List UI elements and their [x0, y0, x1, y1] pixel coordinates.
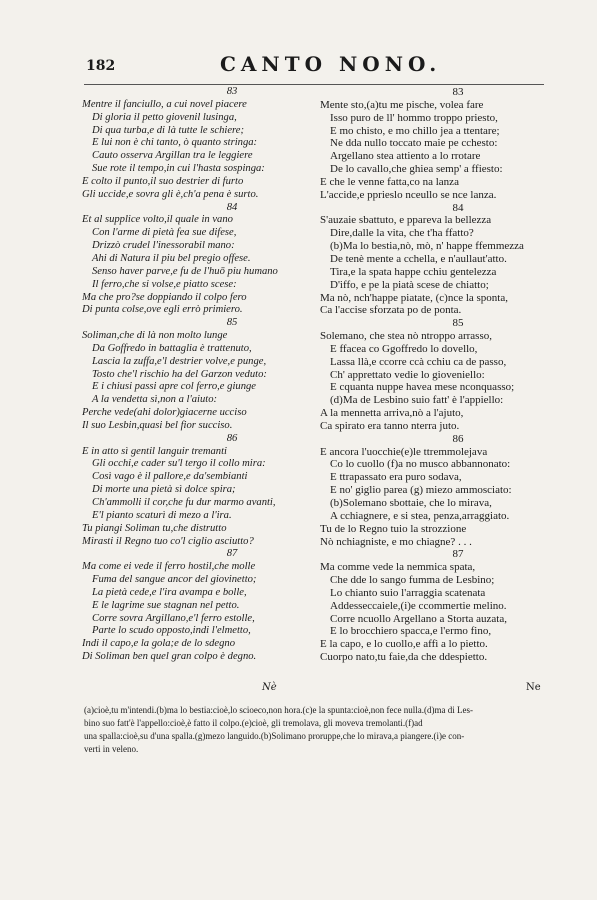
dialect-verse-line: L'accide,e pprieslo nceullo se nce lanza. — [320, 188, 497, 201]
dialect-verse-line: Isso puro de ll' hommo troppo priesto, — [330, 111, 498, 124]
dialect-verse-line: Ca spirato era tanno nterra juto. — [320, 419, 460, 432]
italian-stanza — [82, 86, 322, 202]
italian-stanza-number: 84 — [226, 201, 238, 213]
italian-verse-line: Il ferro,che si volse,e piatto scese: — [92, 278, 237, 290]
dialect-verse-line: Tu de lo Regno tuio la strozzione — [320, 522, 467, 535]
dialect-verse-line: Ma nò, nch'happe piatate, (c)nce la sponta, — [320, 291, 508, 304]
dialect-verse-line: E ttrapassato era puro sodava, — [330, 471, 462, 484]
dialect-verse-line: De lo cavallo,che ghiea semp' a ffiesto: — [330, 163, 503, 176]
dialect-verse-line: Ne dda nullo toccato maie pe cchesto: — [330, 137, 498, 150]
dialect-verse-line: (b)Ma lo bestia,nò, mò, n' happe ffemmezza — [330, 240, 524, 253]
italian-stanza — [82, 202, 322, 318]
italian-verse-line: Corre sovra Argillano,e'l ferro estolle, — [92, 612, 255, 624]
italian-verse-line: Drizzò crudel l'inessorabil mano: — [92, 240, 235, 252]
italian-verse-line: A la vendetta sì,non a l'aiuto: — [92, 394, 218, 406]
italian-stanza-number: 83 — [226, 86, 238, 97]
italian-verse-line: E i chiusi passi apre col ferro,e giunge — [92, 381, 256, 393]
italian-verse-line: E lui non è chi tanto, ò quanto stringa: — [92, 137, 258, 149]
italian-verse-line: Ma che pro?se doppiando il colpo fero — [82, 291, 247, 303]
catchword-right: Ne — [526, 682, 541, 693]
dialect-verse-line: Lassa llà,e ccorre ccà cchiu ca de passo, — [330, 355, 507, 368]
dialect-stanza-number: 84 — [452, 201, 464, 214]
catchword-left: Nè — [262, 682, 277, 693]
italian-stanza-number: 86 — [226, 432, 238, 444]
dialect-stanza-number: 83 — [452, 86, 464, 98]
dialect-verse-line: E la capo, e lo cuollo,e affì a lo pietto. — [320, 638, 488, 651]
italian-verse-line: Da Goffredo in battaglia è trattenuto, — [92, 342, 252, 354]
italian-stanza-number: 87 — [226, 548, 238, 560]
dialect-stanza — [320, 433, 546, 549]
dialect-verse-line: E lo brocchiero spacca,e l'ermo fino, — [330, 625, 492, 638]
italian-verse-line: Gli uccide,e sovra gli è,ch'a pena è surto. — [82, 188, 259, 200]
italian-verse-line: Soliman,che di là non molto lunge — [82, 330, 228, 342]
italian-verse-line: Il suo Lesbin,quasi bel fior succiso. — [82, 419, 233, 431]
dialect-stanza-number: 85 — [452, 317, 464, 330]
dialect-verse-line: Addesseccaiele,(i)e ccommertie melino. — [330, 599, 507, 612]
italian-verse-line: E le lagrime sue stagnan nel petto. — [92, 599, 240, 611]
footnotes — [84, 704, 554, 756]
italian-verse-line: Sue rote il tempo,in cui l'hasta sospinga: — [92, 163, 265, 175]
dialect-verse-line: Mente sto,(a)tu me pische, volea fare — [320, 98, 484, 111]
italian-verse-line: Parte lo scudo opposto,indi l'elmetto, — [92, 625, 251, 637]
italian-verse-line: Indi il capo,e la gola;e de lo sdegno — [82, 638, 235, 650]
dialect-verse-line: Corre ncuollo Argellano a Storta auzata, — [330, 612, 507, 625]
italian-verse-line: Tosto che'l rischio ha del Garzon veduto: — [92, 368, 267, 380]
dialect-verse-line: S'auzaie sbattuto, e ppareva la bellezza — [320, 214, 492, 227]
dialect-verse-line: Ch' apprettato vedie lo gioveniello: — [330, 368, 485, 381]
italian-stanza — [82, 548, 322, 664]
dialect-stanza — [320, 317, 546, 433]
dialect-verse-line: Che dde lo sango fumma de Lesbino; — [330, 574, 495, 587]
italian-verse-line: E colto il punto,il suo destrier di furto — [82, 175, 244, 187]
dialect-verse-line: Cuorpo nato,tu faie,da che ddespietto. — [320, 651, 488, 664]
italian-verse-line: La pietà cede,e l'ira avampa e bolle, — [92, 586, 247, 598]
dialect-stanza-number: 87 — [452, 548, 464, 561]
italian-verse-line: Ma come ei vede il ferro hostil,che molle — [82, 561, 256, 573]
dialect-text-column — [320, 86, 546, 664]
italian-verse-line: Cauto osserva Argillan tra le leggiere — [92, 150, 253, 162]
dialect-verse-line: Ca l'accise sforzata po de ponta. — [320, 304, 462, 317]
italian-stanza — [82, 317, 322, 433]
dialect-verse-line: E cquanta nuppe havea mese nconquasso; — [330, 381, 515, 394]
italian-verse-line: Con l'arme di pietà fea sue difese, — [92, 227, 237, 239]
footnote-line: verti in veleno. — [84, 744, 139, 754]
italian-verse-line: E'l pianto scaturì di mezo a l'ira. — [92, 509, 232, 521]
dialect-verse-line: Ma comme vede la nemmica spata, — [320, 561, 476, 574]
italian-verse-line: Di qua turba,e di là tutte le schiere; — [92, 124, 245, 136]
dialect-verse-line: (d)Ma de Lesbino suio fatt' è l'appiello: — [330, 394, 504, 407]
running-head: CANTO NONO. — [220, 52, 442, 76]
footnote-line: una spalla:cioè,su d'una spalla.(g)mezo languido.(b)Solimano proruppe,che lo mirava,a piangere.(i)e con- — [84, 731, 465, 741]
italian-verse-line: Tu piangi Soliman tu,che distrutto — [82, 522, 227, 534]
dialect-verse-line: Dire,dalle la vita, che t'ha ffatto? — [330, 227, 474, 240]
dialect-stanza — [320, 86, 546, 202]
italian-verse-line: Fuma del sangue ancor del giovinetto; — [92, 574, 257, 586]
dialect-verse-line: E no' giglio parea (g) miezo ammosciato: — [330, 484, 512, 497]
italian-stanza — [82, 433, 322, 549]
dialect-verse-line: A la mennetta arriva,nò a l'ajuto, — [320, 407, 464, 420]
dialect-verse-line: E ancora l'uocchie(e)le ttremmolejava — [320, 445, 488, 458]
italian-verse-line: Ch'ammolli il cor,che fu dur marmo avanti, — [92, 497, 276, 508]
dialect-stanza-number: 86 — [452, 432, 464, 445]
italian-verse-line: Gli occhi,e cader su'l tergo il collo mira: — [92, 458, 266, 470]
dialect-verse-line: A cchiagnere, e si stea, penza,arraggiato. — [330, 509, 510, 522]
dialect-verse-line: Solemano, che stea nò ntroppo arrasso, — [320, 330, 492, 343]
italian-verse-line: Ahi di Natura il piu bel pregio offese. — [92, 252, 251, 264]
italian-stanza-number: 85 — [226, 317, 238, 329]
dialect-verse-line: (b)Solemano sbottaie, che lo mirava, — [330, 497, 492, 509]
dialect-stanza — [320, 548, 546, 664]
italian-verse-line: Mentre il fanciullo, a cui novel piacere — [82, 98, 247, 110]
page-number: 182 — [86, 58, 116, 74]
dialect-verse-line: D'iffo, e pe la piatà scese de chiatto; — [330, 278, 489, 291]
dialect-verse-line: Tira,e la spata happe cchiu gentelezza — [330, 265, 497, 278]
italian-text-column — [82, 86, 322, 664]
italian-verse-line: Di morte una pietà sì dolce spira; — [92, 484, 236, 496]
dialect-verse-line: Co lo cuollo (f)a no musco abbannonato: — [330, 458, 511, 471]
dialect-verse-line: E ffacea co Ggoffredo lo dovello, — [330, 342, 478, 355]
italian-verse-line: Di gloria il petto giovenil lusinga, — [92, 111, 237, 123]
dialect-verse-line: Lo chianto suio l'arraggia scatenata — [330, 586, 486, 599]
dialect-verse-line: Argellano stea attiento a lo rrotare — [330, 150, 481, 163]
dialect-verse-line: E che le venne fatta,co na lanza — [320, 175, 459, 188]
italian-verse-line: Lascia la zuffa,e'l destrier volve,e punge, — [92, 355, 267, 367]
italian-verse-line: Et al supplice volto,il quale in vano — [82, 214, 233, 226]
italian-verse-line: Di punta colse,ove egli errò primiero. — [82, 304, 243, 316]
footnote-line: bino suo fatt'è l'appello:cioè,è fatto il colpo.(e)cioè, gli tremolava, gli moveva tremolanti.(f)ad — [84, 718, 423, 728]
dialect-verse-line: De tenè mente a cchella, e n'aullaut'atto. — [330, 252, 507, 265]
header-rule — [84, 84, 544, 85]
italian-verse-line: Così vago è il pallore,e da'sembianti — [92, 471, 248, 483]
dialect-verse-line: Nò nchiagniste, e mo chiagne? . . . — [320, 535, 472, 548]
dialect-stanza — [320, 202, 546, 318]
dialect-verse-line: E mo chisto, e mo chillo jea a ttentare; — [330, 124, 500, 137]
footnote-line: (a)cioè,tu m'intendi.(b)ma lo bestia:cioè,lo scioeco,non hora.(c)e la spunta:cioè,non fece nulla.(d)ma di Les- — [84, 705, 473, 715]
italian-verse-line: E in atto sì gentil languir tremanti — [82, 445, 227, 457]
italian-verse-line: Mirasti il Regno tuo co'l ciglio asciutto? — [82, 535, 254, 547]
italian-verse-line: Senso haver parve,e fu de l'huō piu humano — [92, 265, 278, 277]
italian-verse-line: Perche vede(ahi dolor)giacerne ucciso — [82, 407, 247, 419]
italian-verse-line: Di Soliman ben quel gran colpo è degno. — [82, 651, 257, 663]
